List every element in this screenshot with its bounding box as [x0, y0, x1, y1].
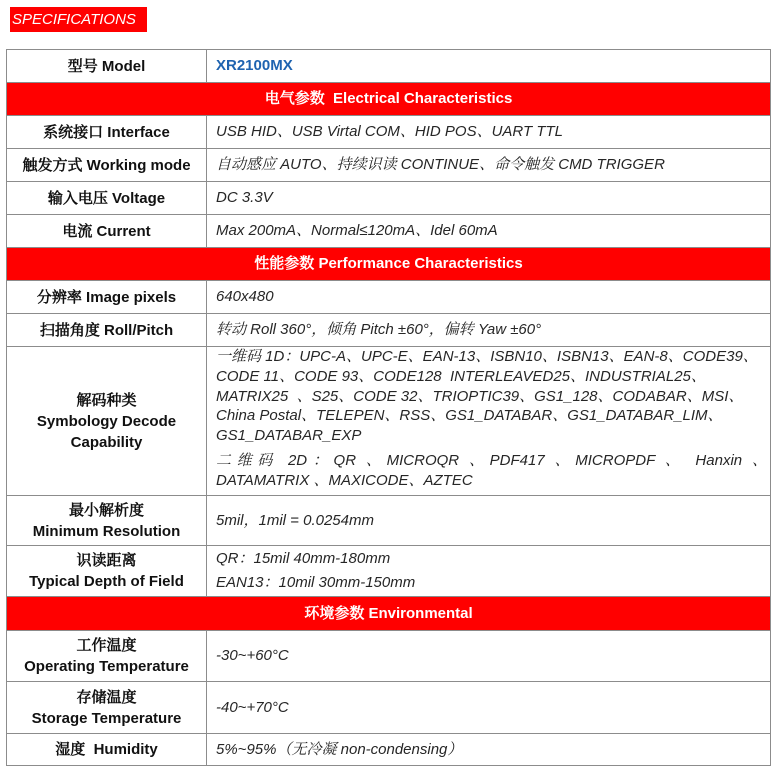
operating-temp-value: -30~+60°C	[207, 631, 771, 682]
current-label: 电流 Current	[7, 215, 207, 248]
model-value: XR2100MX	[207, 50, 771, 83]
section-header-electrical	[7, 83, 771, 116]
symbology-1d-line: CODE 11、CODE 93、CODE128 INTERLEAVED25、INDUSTRIAL25、	[216, 367, 706, 385]
voltage-value: DC 3.3V	[207, 182, 771, 215]
min-resolution-label-cn: 最小解析度	[68, 501, 144, 519]
depth-of-field-value	[207, 546, 771, 597]
performance-heading: 性能参数 Performance Characteristics	[7, 248, 771, 281]
specifications-table	[6, 49, 771, 766]
storage-temp-label	[7, 682, 207, 734]
min-resolution-row	[7, 496, 771, 546]
depth-of-field-qr: QR：15mil 40mm-180mm	[216, 550, 391, 567]
depth-of-field-ean13: EAN13：10mil 30mm-150mm	[216, 574, 416, 591]
operating-temp-label-cn: 工作温度	[76, 637, 137, 654]
symbology-1d-list	[216, 347, 767, 446]
storage-temp-label-cn: 存储温度	[76, 688, 137, 706]
specifications-banner: SPECIFICATIONS	[10, 7, 147, 32]
depth-of-field-label-en: Typical Depth of Field	[29, 573, 184, 590]
depth-of-field-label-cn: 识读距离	[76, 552, 137, 569]
symbology-2d-line: 二维码 2D：QR 、MICROQR 、PDF417 、MICROPDF 、 Hanxin 、	[216, 451, 767, 469]
working-mode-row	[7, 149, 771, 182]
humidity-value: 5%~95%（无冷凝 non-condensing）	[207, 734, 771, 766]
roll-pitch-row	[7, 314, 771, 347]
model-row	[7, 50, 771, 83]
electrical-heading: 电气参数 Electrical Characteristics	[7, 83, 771, 116]
voltage-label: 输入电压 Voltage	[7, 182, 207, 215]
operating-temp-row	[7, 631, 771, 682]
interface-label: 系统接口 Interface	[7, 116, 207, 149]
humidity-label: 湿度 Humidity	[7, 734, 207, 766]
interface-row	[7, 116, 771, 149]
section-header-environmental	[7, 597, 771, 631]
operating-temp-label	[7, 631, 207, 682]
depth-of-field-row	[7, 546, 771, 597]
section-header-performance	[7, 248, 771, 281]
working-mode-value: 自动感应 AUTO、持续识读 CONTINUE、命令触发 CMD TRIGGER	[207, 149, 771, 182]
model-label: 型号 Model	[7, 50, 207, 83]
storage-temp-row	[7, 682, 771, 734]
symbology-1d-line: GS1_DATABAR_EXP	[216, 427, 362, 444]
storage-temp-value: -40~+70°C	[207, 682, 771, 734]
symbology-value	[207, 347, 771, 496]
symbology-2d-list	[216, 451, 767, 491]
image-pixels-label: 分辨率 Image pixels	[7, 281, 207, 314]
symbology-label	[7, 347, 207, 496]
symbology-label-cn: 解码种类	[76, 391, 137, 409]
depth-of-field-label	[7, 546, 207, 597]
symbology-2d-line: DATAMATRIX 、MAXICODE、AZTEC	[216, 471, 473, 489]
symbology-1d-line: MATRIX25 、S25、CODE 32、TRIOPTIC39、GS1_128、CODABAR、MSI、	[216, 387, 744, 405]
symbology-label-en-1: Symbology Decode	[36, 412, 177, 430]
voltage-row	[7, 182, 771, 215]
min-resolution-label	[7, 496, 207, 546]
working-mode-label: 触发方式 Working mode	[7, 149, 207, 182]
image-pixels-value: 640x480	[207, 281, 771, 314]
symbology-1d-line: 一维码 1D：UPC-A、UPC-E、EAN-13、ISBN10、ISBN13、EAN-8、CODE39、	[216, 348, 758, 365]
interface-value: USB HID、USB Virtal COM、HID POS、UART TTL	[207, 116, 771, 149]
symbology-1d-line: China Postal、TELEPEN、RSS、GS1_DATABAR、GS1_DATABAR_LIM、	[216, 407, 723, 425]
operating-temp-label-en: Operating Temperature	[24, 658, 189, 675]
symbology-label-en-2: Capability	[70, 433, 143, 451]
humidity-row	[7, 734, 771, 766]
roll-pitch-label: 扫描角度 Roll/Pitch	[7, 314, 207, 347]
current-value: Max 200mA、Normal≤120mA、Idel 60mA	[207, 215, 771, 248]
min-resolution-label-en: Minimum Resolution	[32, 522, 181, 540]
storage-temp-label-en: Storage Temperature	[31, 709, 182, 727]
environmental-heading: 环境参数 Environmental	[7, 597, 771, 631]
current-row	[7, 215, 771, 248]
image-pixels-row	[7, 281, 771, 314]
symbology-row	[7, 347, 771, 496]
min-resolution-value: 5mil，1mil = 0.0254mm	[207, 496, 771, 546]
roll-pitch-value: 转动 Roll 360°，倾角 Pitch ±60°，偏转 Yaw ±60°	[207, 314, 771, 347]
